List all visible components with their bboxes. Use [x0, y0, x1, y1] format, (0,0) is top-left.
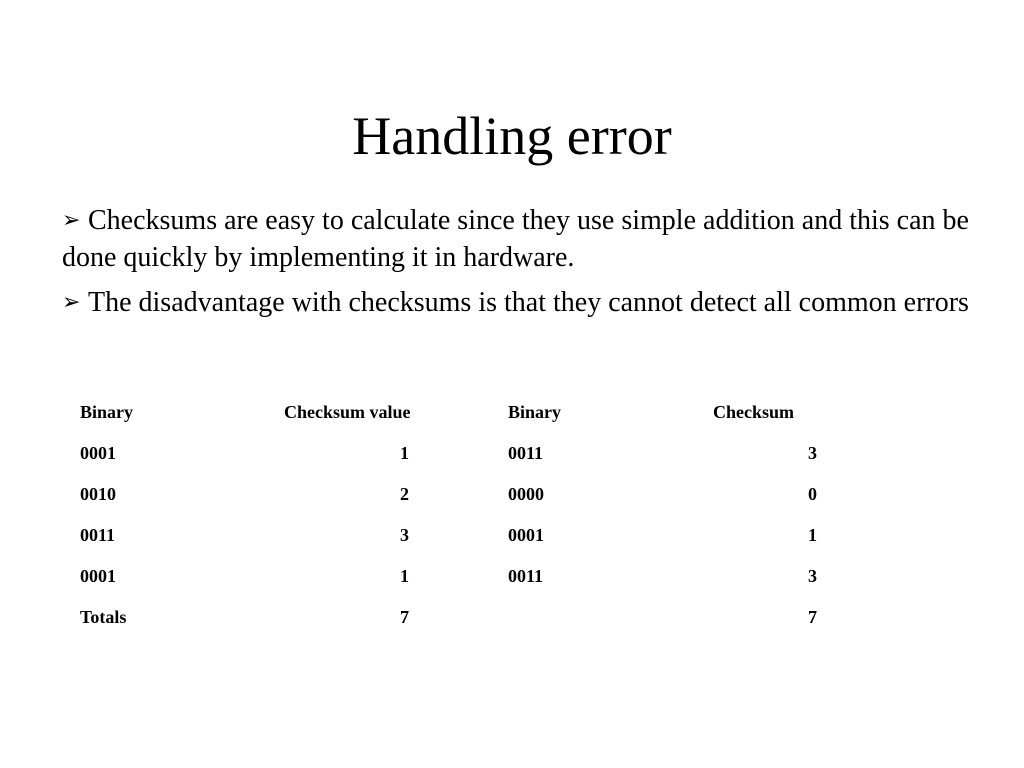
table-cell: 7: [808, 607, 817, 627]
table-cell: 1: [808, 525, 817, 545]
checksum-table: [72, 392, 825, 638]
table-cell: 0: [808, 484, 817, 504]
arrow-bullet-icon: ➢: [62, 290, 81, 315]
table-cell: 3: [808, 443, 817, 463]
table-cell: 0000: [508, 484, 544, 504]
table-cell: 0001: [80, 566, 116, 586]
table-cell: 0011: [508, 566, 544, 586]
arrow-bullet-icon: ➢: [62, 208, 81, 233]
table-cell: Totals: [80, 607, 127, 627]
table-cell: 0011: [508, 443, 544, 463]
table-header-row: [72, 392, 825, 433]
table-totals-row: [72, 597, 825, 638]
header-cell: Binary: [508, 402, 562, 422]
table-row: [72, 474, 825, 515]
table-cell: 1: [400, 443, 409, 463]
table-row: [72, 556, 825, 597]
header-cell: Checksum value: [284, 402, 411, 422]
bullet-item: [62, 202, 972, 276]
bullet-text: The disadvantage with checksums is that they cannot detect all common errors: [88, 287, 969, 318]
table-cell: 0010: [80, 484, 116, 504]
table-cell: 2: [400, 484, 409, 504]
table-row: [72, 515, 825, 556]
header-cell: Binary: [80, 402, 134, 422]
table-cell: 7: [400, 607, 409, 627]
table-row: [72, 433, 825, 474]
bullet-list: [62, 202, 972, 329]
header-cell: Checksum: [713, 402, 795, 422]
bullet-text: Checksums are easy to calculate since they use simple addition and this can be done quickly by implementing it in hardware.: [62, 205, 969, 273]
table-cell: 0011: [80, 525, 116, 545]
bullet-item: [62, 284, 972, 321]
table-cell: 1: [400, 566, 409, 586]
table-cell: 3: [808, 566, 817, 586]
slide-title: Handling error: [352, 106, 672, 166]
table-cell: 3: [400, 525, 409, 545]
table-cell: 0001: [508, 525, 544, 545]
table-cell: [500, 597, 705, 638]
table-cell: 0001: [80, 443, 116, 463]
